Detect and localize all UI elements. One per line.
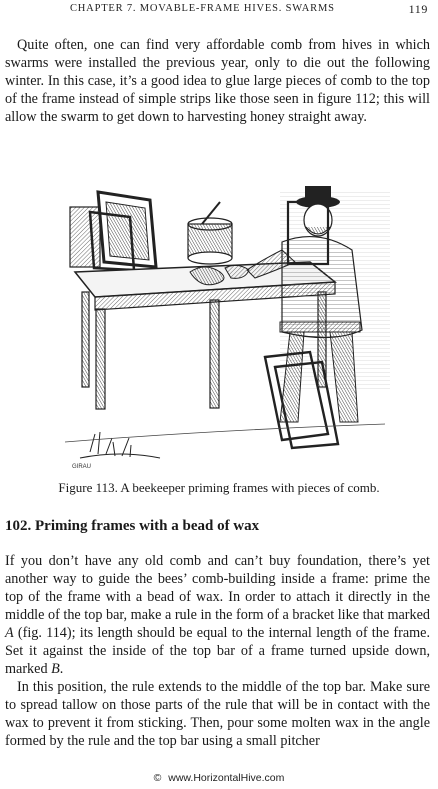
chapter-title: CHAPTER 7. MOVABLE-FRAME HIVES. SWARMS xyxy=(70,3,335,14)
paragraph-comb-pieces: Quite often, one can find very affordable comb from hives in which swarms were installed the previous year, only to die out the following winter. In this case, it’s a good idea to glue large pieces of comb to the top of the frame instead of simple strips like those seen in figure 112; this will allow the swarm to get down to harvesting honey straight away. xyxy=(5,37,430,125)
label-b: B xyxy=(51,661,60,677)
paragraph-wax-bead xyxy=(5,552,430,678)
page-number: 119 xyxy=(408,2,428,16)
running-head xyxy=(30,2,430,16)
paragraph-rule-position: In this position, the rule extends to the middle of the top bar. Make sure to spread tallow on those parts of the rule that will be in contact with the wax to prevent it from sticking. Then, pour some molten wax in the angle formed by the rule and the top bar using a small pitcher xyxy=(5,679,430,749)
section-heading: 102. Priming frames with a bead of wax xyxy=(5,518,260,534)
paragraph-wax-bead-text-1: If you don’t have any old comb and can’t buy foundation, there’s yet another way to guide the bees’ comb-building inside a frame: prime the top of the frame with a bead of wax. In order to attach it directly in the middle of the top bar, make a rule in the form of a bracket like that marked xyxy=(5,553,430,623)
copyright-symbol: © xyxy=(153,772,162,784)
figure-caption: Figure 113. A beekeeper priming frames with pieces of comb. xyxy=(58,480,380,495)
label-a: A xyxy=(5,625,14,641)
footer xyxy=(0,772,438,784)
paragraph-wax-bead-text-2: (fig. 114); its length should be equal to the internal length of the frame. Set it against the inside of the top bar of a frame turned upside down, marked xyxy=(5,625,430,677)
figure-113-illustration xyxy=(60,172,390,472)
wax-pot xyxy=(188,202,232,264)
website-link[interactable]: www.HorizontalHive.com xyxy=(168,772,285,784)
beekeeper-engraving xyxy=(60,172,390,472)
stacked-frames xyxy=(70,192,156,270)
engraver-signature: GIRAU xyxy=(72,464,92,470)
paragraph-wax-bead-text-3: . xyxy=(59,661,64,677)
